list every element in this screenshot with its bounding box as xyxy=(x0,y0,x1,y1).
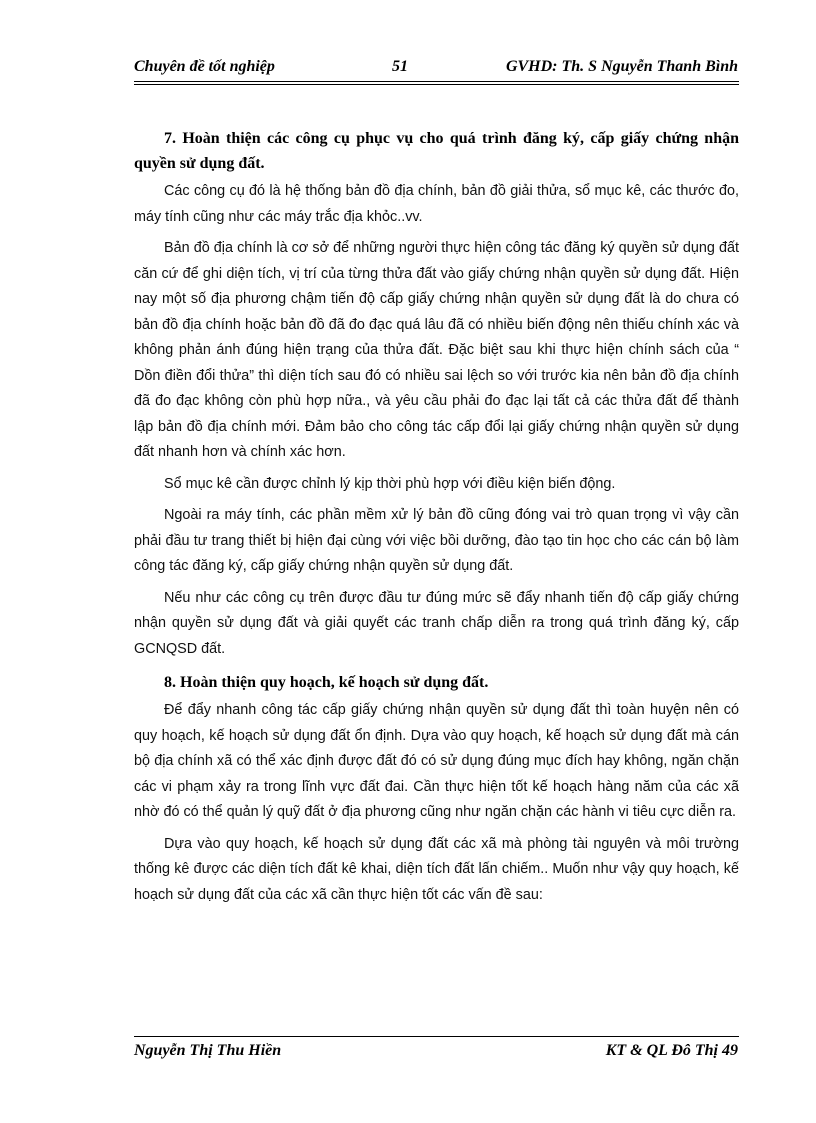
paragraph: Nếu như các công cụ trên được đầu tư đúng mức sẽ đẩy nhanh tiến độ cấp giấy chứng nhận quyền sử dụng đất và giải quyết các tranh chấp diễn ra trong quá trình đăng ký, cấp GCNQSD đất. xyxy=(134,589,739,657)
header-document-type: Chuyên đề tốt nghiệp xyxy=(134,58,275,75)
footer-class: KT & QL Đô Thị 49 xyxy=(605,1042,738,1059)
footer-rule xyxy=(134,1036,739,1037)
page-footer xyxy=(134,1040,738,1062)
paragraph: Để đẩy nhanh công tác cấp giấy chứng nhận quyền sử dụng đất thì toàn huyện nên có quy hoạch, kế hoạch sử dụng đất ổn định. Dựa vào quy hoạch, kế hoạch sử dụng đất mà cán bộ địa chính xã có thể xác định được đất đó có sử dụng đúng mục đích hay không, ngăn chặn các vi phạm xảy ra trong lĩnh vực đất đai. Cần thực hiện tốt kế hoạch hàng năm của các xã nhờ đó có thể quản lý quỹ đất ở địa phương cũng như ngăn chặn các hành vi tiêu cực diễn ra. xyxy=(134,702,739,820)
header-supervisor: GVHD: Th. S Nguyễn Thanh Bình xyxy=(505,58,738,75)
section-7-heading: 7. Hoàn thiện các công cụ phục vụ cho quá trình đăng ký, cấp giấy chứng nhận quyền sử dụng đất. xyxy=(134,130,739,172)
header-page-number: 51 xyxy=(392,58,408,75)
paragraph: Dựa vào quy hoạch, kế hoạch sử dụng đất các xã mà phòng tài nguyên và môi trường thống kê được các diện tích đất kê khai, diện tích đất lấn chiếm.. Muốn như vậy quy hoạch, kế hoạch sử dụng đất của các xã cần thực hiện tốt các vấn đề sau: xyxy=(134,835,739,903)
paragraph: Bản đồ địa chính là cơ sở để những người thực hiện công tác đăng ký quyền sử dụng đất căn cứ để ghi diện tích, vị trí của từng thửa đất vào giấy chứng nhận quyền sử dụng đất. Hiện nay một số địa phương chậm tiến độ cấp giấy chứng nhận quyền sử dụng đất là do chưa có bản đồ địa chính hoặc bản đồ đã đo đạc quá lâu đã có nhiều biến động nên thiếu chính xác và không phản ánh đúng hiện trạng của thửa đất. Đặc biệt sau khi thực hiện chính sách của “ Dồn điền đổi thửa” thì diện tích sau đó có nhiều sai lệch so với trước kia nên bản đồ địa chính đã đo đạc không còn phù hợp nữa., và yêu cầu phải đo đạc lại tất cả các thửa đất để thành lập bản đồ địa chính mới. Đảm bảo cho công tác cấp đổi lại giấy chứng nhận quyền sử dụng đất nhanh hơn và chính xác hơn. xyxy=(134,240,739,460)
page-header xyxy=(134,56,738,78)
footer-author: Nguyễn Thị Thu Hiền xyxy=(134,1042,282,1059)
paragraph: Các công cụ đó là hệ thống bản đồ địa chính, bản đồ giải thửa, sổ mục kê, các thước đo, máy tính cũng như các máy trắc địa khỏc..vv. xyxy=(134,183,739,225)
page-body xyxy=(134,126,739,908)
header-rule-bottom xyxy=(134,84,739,85)
header-rule-top xyxy=(134,81,739,82)
paragraph: Ngoài ra máy tính, các phần mềm xử lý bản đồ cũng đóng vai trò quan trọng vì vậy cần phải đầu tư trang thiết bị hiện đại cùng với việc bồi dưỡng, đào tạo tin học cho các cán bộ làm công tác đăng ký, cấp giấy chứng nhận quyền sử dụng đất. xyxy=(134,507,739,574)
paragraph: Sổ mục kê cần được chỉnh lý kịp thời phù hợp với điều kiện biến động. xyxy=(164,475,616,492)
section-8-heading: 8. Hoàn thiện quy hoạch, kế hoạch sử dụng đất. xyxy=(164,674,489,691)
